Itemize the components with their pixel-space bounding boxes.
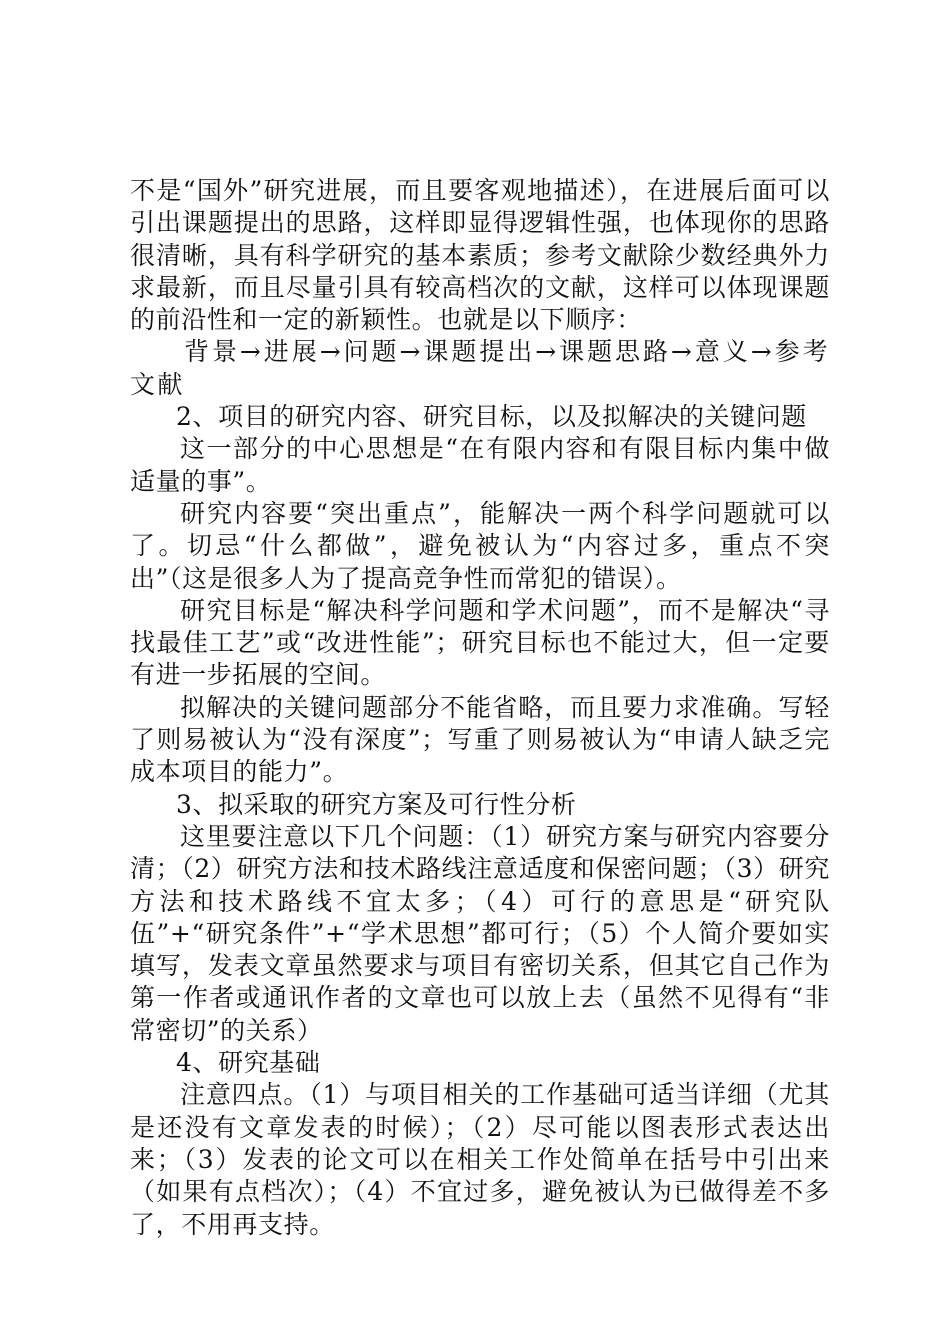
paragraph-key-problems: 拟解决的关键问题部分不能省略，而且要力求准确。写轻了则易被认为“没有深度”；写重了则易被认为“申请人缺乏完成本项目的能力”。 <box>130 692 830 787</box>
paragraph-research-plan-notes: 这里要注意以下几个问题：（1）研究方案与研究内容要分清；（2）研究方法和技术路线注意适度和保密问题；（3）研究方法和技术路线不宜太多；（4）可行的意思是“研究队伍”+“研究条件”+“学术思想”都可行；（5）个人简介要如实填写，发表文章虽然要求与项目有密切关系，但其它自己作为第一作者或通讯作者的文章也可以放上去（虽然不见得有“非常密切”的关系） <box>130 821 830 1045</box>
section-heading-research-content: 2、项目的研究内容、研究目标，以及拟解决的关键问题 <box>176 402 807 432</box>
paragraph-research-content: 研究内容要“突出重点”，能解决一两个科学问题就可以了。切忌“什么都做”，避免被认为“内容过多，重点不突出”（这是很多人为了提高竞争性而常犯的错误）。 <box>130 498 830 593</box>
paragraph-background-continued: 不是“国外”研究进展，而且要客观地描述），在进展后面可以引出课题提出的思路，这样即显得逻辑性强，也体现你的思路很清晰，具有科学研究的基本素质；参考文献除少数经典外力求最新，而且尽量引具有较高档次的文献，这样可以体现课题的前沿性和一定的新颖性。也就是以下顺序： <box>130 176 830 335</box>
paragraph-order-sequence: 背景→进展→问题→课题提出→课题思路→意义→参考文献 <box>130 337 830 399</box>
paragraph-central-idea: 这一部分的中心思想是“在有限内容和有限目标内集中做适量的事”。 <box>130 434 830 496</box>
section-heading-research-foundation: 4、研究基础 <box>176 1048 321 1078</box>
paragraph-research-goal: 研究目标是“解决科学问题和学术问题”，而不是解决“寻找最佳工艺”或“改进性能”；研究目标也不能过大，但一定要有进一步拓展的空间。 <box>130 595 830 690</box>
section-heading-research-plan: 3、拟采取的研究方案及可行性分析 <box>176 789 577 819</box>
document-body <box>130 175 830 1241</box>
paragraph-research-foundation-notes: 注意四点。（1）与项目相关的工作基础可适当详细（尤其是还没有文章发表的时候）；（2）尽可能以图表形式表达出来；（3）发表的论文可以在相关工作处简单在括号中引出来（如果有点档次）；（4）不宜过多，避免被认为已做得差不多了，不用再支持。 <box>130 1080 830 1239</box>
